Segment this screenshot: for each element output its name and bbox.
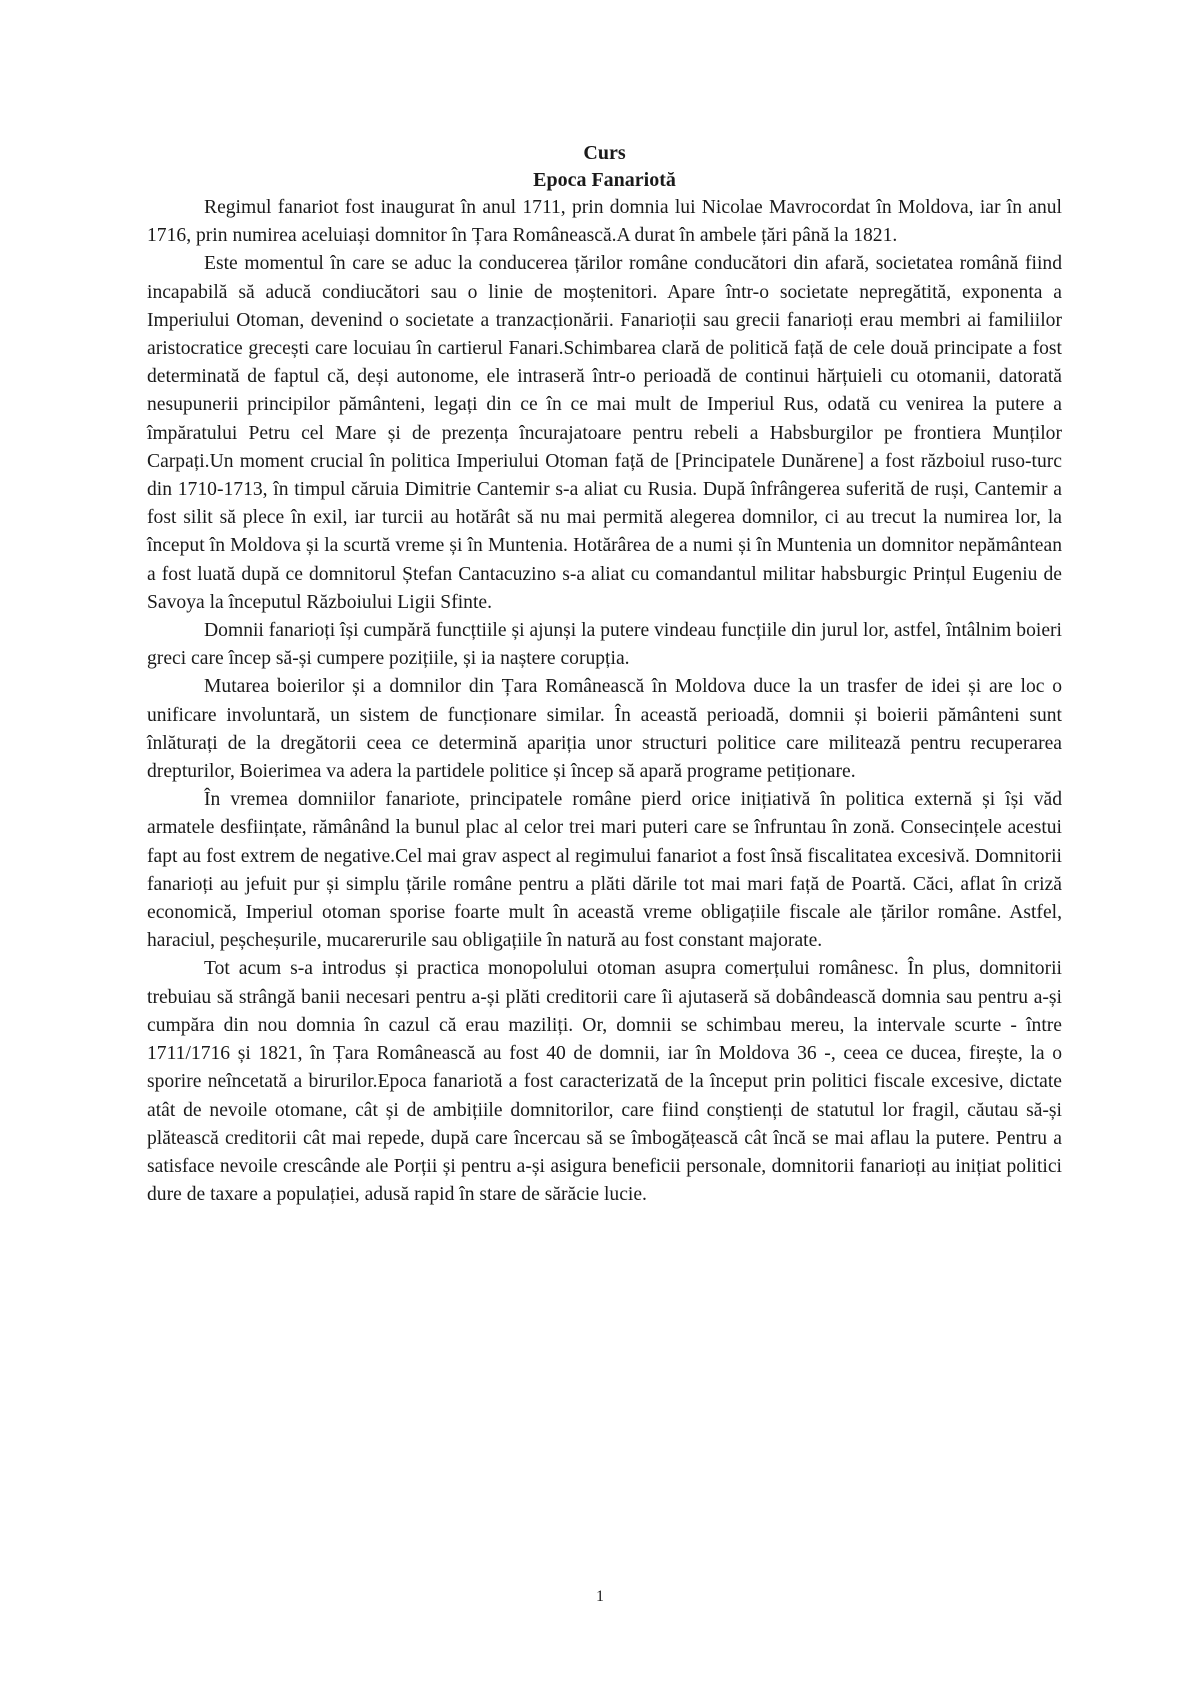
paragraph-4: Mutarea boierilor și a domnilor din Țara Românească în Moldova duce la un trasfer de idei și are loc o unificare involuntară, un sistem de funcționare similar. În această perioadă, domnii și boierii pământeni sunt înlăturați de la dregătorii ceea ce determină apariția unor structuri politice care militează pentru recuperarea drepturilor, Boierimea va adera la partidele politice și încep să apară programe petiționare. (147, 676, 1062, 783)
course-heading: Curs (583, 142, 626, 164)
paragraph-5: În vremea domniilor fanariote, principatele române pierd orice inițiativă în politica externă și își văd armatele desființate, rămânând la bunul plac al celor trei mari puteri care se înfruntau în zonă. Consecințele acestui fapt au fost extrem de negative.Cel mai grav aspect al regimului fanariot a fost însă fiscalitatea excesivă. Domnitorii fanarioți au jefuit pur și simplu țările române pentru a plăti dările tot mai mari față de Poartă. Căci, aflat în criză economică, Imperiul otoman sporise foarte mult în această vreme obligațiile fiscale ale țărilor române. Astfel, haraciul, peșcheșurile, mucarerurile sau obligațiile în natură au fost constant majorate. (147, 789, 1062, 952)
paragraph-2: Este momentul în care se aduc la conducerea țărilor române conducători din afară, societatea română fiind incapabilă să aducă condiucători sau o linie de moștenitori. Apare într-o societate nepregătită, exponenta a Imperiului Otoman, devenind o societate a tranzacționării. Fanarioții sau grecii fanarioți erau membri ai familiilor aristocratice grecești care locuiau în cartierul Fanari.Schimbarea clară de politică față de cele două principate a fost determinată de faptul că, deși autonome, ele intraseră într-o perioadă de continui hărțuieli cu otomanii, datorată nesupunerii principilor pământeni, legați din ce în ce mai mult de Imperiul Rus, odată cu venirea la putere a împăratului Petru cel Mare și de prezența încurajatoare pentru rebeli a Habsburgilor pe frontiera Munților Carpați.Un moment crucial în politica Imperiului Otoman față de [Principatele Dunărene] a fost războiul ruso-turc din 1710-1713, în timpul căruia Dimitrie Cantemir s-a aliat cu Rusia. După înfrângerea suferită de ruși, Cantemir a fost silit să plece în exil, iar turcii au hotărât să nu mai permită alegerea domnilor, ci au trecut la numirea lor, la început în Moldova și la scurtă vreme și în Muntenia. Hotărârea de a numi și în Muntenia un domnitor nepământean a fost luată după ce domnitorul Ștefan Cantacuzino s-a aliat cu comandantul militar habsburgic Prințul Eugeniu de Savoya la începutul Războiului Ligii Sfinte. (147, 253, 1062, 613)
paragraph-6: Tot acum s-a introdus și practica monopolului otoman asupra comerțului românesc. În plus, domnitorii trebuiau să strângă banii necesari pentru a-și plăti creditorii care îi ajutaseră să dobândească domnia sau pentru a-și cumpăra din nou domnia în cazul că erau maziliți. Or, domnii se schimbau mereu, la intervale scurte - între 1711/1716 și 1821, în Țara Românească au fost 40 de domnii, iar în Moldova 36 -, ceea ce ducea, firește, la o sporire neîncetată a birurilor.Epoca fanariotă a fost caracterizată de la început prin politici fiscale excesive, dictate atât de nevoile otomane, cât și de ambițiile domnitorilor, care fiind conștienți de statutul lor fragil, căutau să-și plătească creditorii cât mai repede, după care încercau să se îmbogățească cât încă se mai aflau la putere. Pentru a satisface nevoile crescânde ale Porții și pentru a-și asigura beneficii personale, domnitorii fanarioți au inițiat politici dure de taxare a populației, adusă rapid în stare de sărăcie lucie. (147, 958, 1062, 1206)
document-title: Epoca Fanariotă (533, 169, 676, 191)
paragraph-3: Domnii fanarioți își cumpără funcțtiile și ajunși la putere vindeau funcțiile din jurul lor, astfel, întâlnim boieri greci care încep să-și cumpere pozițiile, și ia naștere corupția. (147, 620, 1062, 670)
page-content (147, 140, 1062, 1209)
paragraph-1: Regimul fanariot fost inaugurat în anul 1711, prin domnia lui Nicolae Mavrocordat în Moldova, iar în anul 1716, prin numirea aceluiași domnitor în Țara Românească.A durat în ambele țări până la 1821. (147, 197, 1062, 247)
page-number: 1 (596, 1588, 604, 1605)
